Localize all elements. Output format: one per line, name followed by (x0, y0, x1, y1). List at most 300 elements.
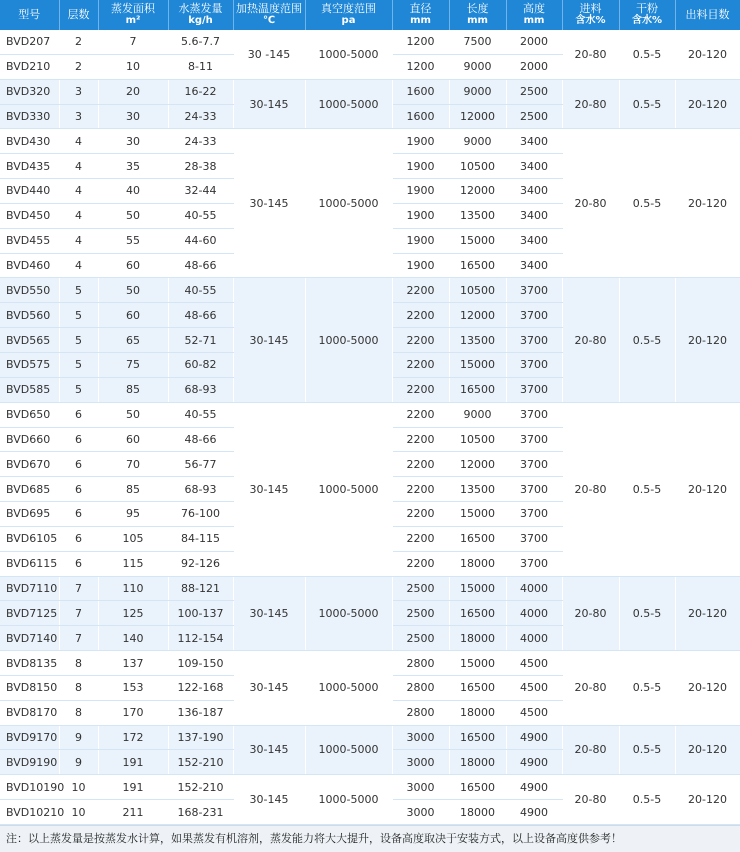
area-cell: 105 (98, 526, 168, 551)
evaporation-cell: 88-121 (168, 576, 233, 601)
model-cell: BVD330 (0, 104, 59, 129)
evaporation-cell: 44-60 (168, 228, 233, 253)
vacuum-cell: 1000-5000 (305, 79, 392, 129)
model-cell: BVD660 (0, 427, 59, 452)
height-cell: 3700 (506, 402, 562, 427)
height-cell: 3700 (506, 377, 562, 402)
length-cell: 16500 (449, 253, 506, 278)
dry-moisture-cell: 0.5-5 (619, 651, 675, 726)
layers-cell: 4 (59, 203, 98, 228)
area-cell: 65 (98, 328, 168, 353)
feed-moisture-cell: 20-80 (562, 775, 619, 825)
mesh-cell: 20-120 (675, 576, 740, 651)
layers-cell: 5 (59, 278, 98, 303)
evaporation-cell: 40-55 (168, 203, 233, 228)
length-cell: 15000 (449, 228, 506, 253)
model-cell: BVD440 (0, 179, 59, 204)
length-cell: 15000 (449, 651, 506, 676)
diameter-cell: 2200 (392, 452, 449, 477)
length-cell: 16500 (449, 675, 506, 700)
diameter-cell: 1600 (392, 104, 449, 129)
column-header-unit: pa (341, 15, 356, 26)
diameter-cell: 3000 (392, 800, 449, 825)
feed-moisture-cell: 20-80 (562, 129, 619, 278)
column-header-unit: 含水% (575, 15, 606, 26)
diameter-cell: 2200 (392, 352, 449, 377)
dry-moisture-cell: 0.5-5 (619, 775, 675, 825)
column-header (392, 0, 449, 30)
layers-cell: 4 (59, 154, 98, 179)
diameter-cell: 2500 (392, 601, 449, 626)
height-cell: 4900 (506, 750, 562, 775)
temperature-cell: 30-145 (233, 651, 305, 726)
mesh-cell: 20-120 (675, 402, 740, 576)
column-header-unit: mm (410, 15, 431, 26)
column-header (506, 0, 562, 30)
layers-cell: 4 (59, 179, 98, 204)
layers-cell: 10 (59, 800, 98, 825)
layers-cell: 9 (59, 750, 98, 775)
diameter-cell: 2500 (392, 576, 449, 601)
evaporation-cell: 122-168 (168, 675, 233, 700)
column-header-unit: kg/h (188, 15, 213, 26)
model-cell: BVD560 (0, 303, 59, 328)
model-cell: BVD6105 (0, 526, 59, 551)
model-cell: BVD650 (0, 402, 59, 427)
evaporation-cell: 84-115 (168, 526, 233, 551)
model-cell: BVD565 (0, 328, 59, 353)
vacuum-cell: 1000-5000 (305, 725, 392, 775)
model-cell: BVD207 (0, 30, 59, 54)
layers-cell: 3 (59, 79, 98, 104)
height-cell: 4500 (506, 700, 562, 725)
length-cell: 12000 (449, 303, 506, 328)
dry-moisture-cell: 0.5-5 (619, 402, 675, 576)
column-header (59, 0, 98, 30)
length-cell: 9000 (449, 402, 506, 427)
area-cell: 191 (98, 775, 168, 800)
diameter-cell: 1900 (392, 253, 449, 278)
height-cell: 3700 (506, 452, 562, 477)
diameter-cell: 1900 (392, 228, 449, 253)
dry-moisture-cell: 0.5-5 (619, 30, 675, 79)
height-cell: 3700 (506, 303, 562, 328)
layers-cell: 4 (59, 228, 98, 253)
height-cell: 4000 (506, 601, 562, 626)
area-cell: 115 (98, 551, 168, 576)
height-cell: 3700 (506, 427, 562, 452)
evaporation-cell: 152-210 (168, 750, 233, 775)
feed-moisture-cell: 20-80 (562, 725, 619, 775)
area-cell: 7 (98, 30, 168, 54)
length-cell: 7500 (449, 30, 506, 54)
diameter-cell: 2200 (392, 502, 449, 527)
column-header-unit: ℃ (262, 15, 276, 26)
column-header (98, 0, 168, 30)
length-cell: 18000 (449, 626, 506, 651)
diameter-cell: 1200 (392, 54, 449, 79)
header-row (0, 0, 740, 30)
table-row (0, 278, 740, 303)
evaporation-cell: 152-210 (168, 775, 233, 800)
layers-cell: 8 (59, 651, 98, 676)
area-cell: 60 (98, 303, 168, 328)
diameter-cell: 3000 (392, 775, 449, 800)
layers-cell: 5 (59, 328, 98, 353)
mesh-cell: 20-120 (675, 651, 740, 726)
model-cell: BVD7110 (0, 576, 59, 601)
area-cell: 35 (98, 154, 168, 179)
temperature-cell: 30-145 (233, 278, 305, 402)
diameter-cell: 1900 (392, 203, 449, 228)
length-cell: 18000 (449, 551, 506, 576)
length-cell: 16500 (449, 377, 506, 402)
layers-cell: 6 (59, 452, 98, 477)
column-header-label: 水蒸发量 (178, 2, 223, 15)
column-header-label: 型号 (18, 8, 41, 21)
temperature-cell: 30-145 (233, 725, 305, 775)
height-cell: 4000 (506, 626, 562, 651)
area-cell: 172 (98, 725, 168, 750)
length-cell: 18000 (449, 800, 506, 825)
area-cell: 153 (98, 675, 168, 700)
area-cell: 20 (98, 79, 168, 104)
length-cell: 12000 (449, 104, 506, 129)
column-header (0, 0, 59, 30)
evaporation-cell: 56-77 (168, 452, 233, 477)
evaporation-cell: 48-66 (168, 427, 233, 452)
length-cell: 16500 (449, 725, 506, 750)
evaporation-cell: 8-11 (168, 54, 233, 79)
column-header-label: 干粉 (636, 2, 658, 15)
evaporation-cell: 109-150 (168, 651, 233, 676)
diameter-cell: 2200 (392, 377, 449, 402)
layers-cell: 6 (59, 427, 98, 452)
area-cell: 211 (98, 800, 168, 825)
evaporation-cell: 48-66 (168, 253, 233, 278)
feed-moisture-cell: 20-80 (562, 576, 619, 651)
layers-cell: 8 (59, 675, 98, 700)
height-cell: 2500 (506, 79, 562, 104)
evaporation-cell: 28-38 (168, 154, 233, 179)
layers-cell: 4 (59, 253, 98, 278)
vacuum-cell: 1000-5000 (305, 651, 392, 726)
height-cell: 3700 (506, 526, 562, 551)
length-cell: 9000 (449, 54, 506, 79)
table-row (0, 725, 740, 750)
evaporation-cell: 112-154 (168, 626, 233, 651)
area-cell: 40 (98, 179, 168, 204)
dry-moisture-cell: 0.5-5 (619, 725, 675, 775)
height-cell: 3700 (506, 502, 562, 527)
table-body (0, 30, 740, 825)
layers-cell: 2 (59, 54, 98, 79)
evaporation-cell: 48-66 (168, 303, 233, 328)
diameter-cell: 2500 (392, 626, 449, 651)
layers-cell: 5 (59, 377, 98, 402)
length-cell: 10500 (449, 427, 506, 452)
area-cell: 30 (98, 129, 168, 154)
column-header (449, 0, 506, 30)
area-cell: 170 (98, 700, 168, 725)
column-header-label: 蒸发面积 (111, 2, 155, 15)
diameter-cell: 2800 (392, 651, 449, 676)
evaporation-cell: 40-55 (168, 402, 233, 427)
height-cell: 4900 (506, 800, 562, 825)
evaporation-cell: 52-71 (168, 328, 233, 353)
height-cell: 4900 (506, 775, 562, 800)
feed-moisture-cell: 20-80 (562, 30, 619, 79)
diameter-cell: 1600 (392, 79, 449, 104)
diameter-cell: 1900 (392, 179, 449, 204)
column-header-label: 高度 (523, 2, 545, 15)
model-cell: BVD430 (0, 129, 59, 154)
vacuum-cell: 1000-5000 (305, 576, 392, 651)
column-header-label: 层数 (67, 8, 90, 21)
height-cell: 2000 (506, 54, 562, 79)
height-cell: 2500 (506, 104, 562, 129)
temperature-cell: 30-145 (233, 576, 305, 651)
diameter-cell: 1900 (392, 129, 449, 154)
layers-cell: 7 (59, 601, 98, 626)
table-row (0, 402, 740, 427)
evaporation-cell: 168-231 (168, 800, 233, 825)
height-cell: 3700 (506, 278, 562, 303)
diameter-cell: 2800 (392, 700, 449, 725)
model-cell: BVD695 (0, 502, 59, 527)
table-row (0, 129, 740, 154)
length-cell: 9000 (449, 129, 506, 154)
vacuum-cell: 1000-5000 (305, 775, 392, 825)
model-cell: BVD8135 (0, 651, 59, 676)
length-cell: 13500 (449, 328, 506, 353)
area-cell: 85 (98, 377, 168, 402)
layers-cell: 3 (59, 104, 98, 129)
evaporation-cell: 92-126 (168, 551, 233, 576)
diameter-cell: 2200 (392, 328, 449, 353)
area-cell: 50 (98, 278, 168, 303)
model-cell: BVD685 (0, 477, 59, 502)
area-cell: 50 (98, 203, 168, 228)
layers-cell: 6 (59, 526, 98, 551)
model-cell: BVD550 (0, 278, 59, 303)
length-cell: 10500 (449, 278, 506, 303)
model-cell: BVD10210 (0, 800, 59, 825)
model-cell: BVD9190 (0, 750, 59, 775)
height-cell: 3400 (506, 203, 562, 228)
height-cell: 3400 (506, 228, 562, 253)
column-header (233, 0, 305, 30)
layers-cell: 4 (59, 129, 98, 154)
column-header-label: 出料目数 (685, 8, 730, 21)
height-cell: 2000 (506, 30, 562, 54)
length-cell: 16500 (449, 601, 506, 626)
height-cell: 3700 (506, 551, 562, 576)
area-cell: 125 (98, 601, 168, 626)
model-cell: BVD670 (0, 452, 59, 477)
height-cell: 3700 (506, 352, 562, 377)
height-cell: 3400 (506, 154, 562, 179)
area-cell: 75 (98, 352, 168, 377)
evaporation-cell: 137-190 (168, 725, 233, 750)
height-cell: 3700 (506, 477, 562, 502)
layers-cell: 5 (59, 303, 98, 328)
diameter-cell: 1200 (392, 30, 449, 54)
column-header-unit: mm (523, 15, 545, 26)
column-header-label: 加热温度范围 (236, 2, 302, 15)
evaporation-cell: 32-44 (168, 179, 233, 204)
layers-cell: 6 (59, 402, 98, 427)
feed-moisture-cell: 20-80 (562, 651, 619, 726)
dry-moisture-cell: 0.5-5 (619, 79, 675, 129)
model-cell: BVD460 (0, 253, 59, 278)
area-cell: 60 (98, 427, 168, 452)
mesh-cell: 20-120 (675, 775, 740, 825)
dry-moisture-cell: 0.5-5 (619, 576, 675, 651)
diameter-cell: 2800 (392, 675, 449, 700)
model-cell: BVD320 (0, 79, 59, 104)
column-header (168, 0, 233, 30)
length-cell: 13500 (449, 203, 506, 228)
model-cell: BVD8170 (0, 700, 59, 725)
model-cell: BVD450 (0, 203, 59, 228)
diameter-cell: 2200 (392, 303, 449, 328)
length-cell: 18000 (449, 750, 506, 775)
mesh-cell: 20-120 (675, 79, 740, 129)
column-header-label: 真空度范围 (321, 2, 376, 15)
evaporation-cell: 68-93 (168, 377, 233, 402)
length-cell: 16500 (449, 775, 506, 800)
dry-moisture-cell: 0.5-5 (619, 278, 675, 402)
diameter-cell: 2200 (392, 278, 449, 303)
temperature-cell: 30-145 (233, 129, 305, 278)
model-cell: BVD10190 (0, 775, 59, 800)
height-cell: 4500 (506, 675, 562, 700)
layers-cell: 7 (59, 626, 98, 651)
evaporation-cell: 40-55 (168, 278, 233, 303)
model-cell: BVD210 (0, 54, 59, 79)
feed-moisture-cell: 20-80 (562, 278, 619, 402)
height-cell: 3400 (506, 253, 562, 278)
area-cell: 137 (98, 651, 168, 676)
mesh-cell: 20-120 (675, 725, 740, 775)
area-cell: 70 (98, 452, 168, 477)
area-cell: 85 (98, 477, 168, 502)
column-header-label: 长度 (466, 2, 489, 15)
height-cell: 3700 (506, 328, 562, 353)
mesh-cell: 20-120 (675, 129, 740, 278)
model-cell: BVD9170 (0, 725, 59, 750)
evaporation-cell: 76-100 (168, 502, 233, 527)
evaporation-cell: 68-93 (168, 477, 233, 502)
table-row (0, 30, 740, 54)
area-cell: 110 (98, 576, 168, 601)
model-cell: BVD575 (0, 352, 59, 377)
length-cell: 12000 (449, 179, 506, 204)
diameter-cell: 1900 (392, 154, 449, 179)
table-row (0, 775, 740, 800)
length-cell: 15000 (449, 576, 506, 601)
evaporation-cell: 60-82 (168, 352, 233, 377)
area-cell: 60 (98, 253, 168, 278)
column-header-unit: 含水% (631, 15, 663, 26)
diameter-cell: 3000 (392, 725, 449, 750)
layers-cell: 8 (59, 700, 98, 725)
length-cell: 9000 (449, 79, 506, 104)
temperature-cell: 30-145 (233, 402, 305, 576)
evaporation-cell: 16-22 (168, 79, 233, 104)
evaporation-cell: 5.6-7.7 (168, 30, 233, 54)
column-header-label: 进料 (579, 2, 602, 15)
evaporation-cell: 24-33 (168, 129, 233, 154)
layers-cell: 7 (59, 576, 98, 601)
feed-moisture-cell: 20-80 (562, 402, 619, 576)
height-cell: 3400 (506, 179, 562, 204)
diameter-cell: 2200 (392, 427, 449, 452)
feed-moisture-cell: 20-80 (562, 79, 619, 129)
dry-moisture-cell: 0.5-5 (619, 129, 675, 278)
diameter-cell: 3000 (392, 750, 449, 775)
model-cell: BVD7125 (0, 601, 59, 626)
evaporation-cell: 136-187 (168, 700, 233, 725)
column-header (562, 0, 619, 30)
length-cell: 12000 (449, 452, 506, 477)
vacuum-cell: 1000-5000 (305, 129, 392, 278)
diameter-cell: 2200 (392, 402, 449, 427)
length-cell: 15000 (449, 352, 506, 377)
temperature-cell: 30 -145 (233, 30, 305, 79)
column-header (619, 0, 675, 30)
model-cell: BVD7140 (0, 626, 59, 651)
diameter-cell: 2200 (392, 526, 449, 551)
vacuum-cell: 1000-5000 (305, 402, 392, 576)
layers-cell: 6 (59, 477, 98, 502)
length-cell: 10500 (449, 154, 506, 179)
column-header-unit: mm (467, 15, 488, 26)
layers-cell: 10 (59, 775, 98, 800)
table-row (0, 79, 740, 104)
layers-cell: 6 (59, 551, 98, 576)
height-cell: 4000 (506, 576, 562, 601)
layers-cell: 5 (59, 352, 98, 377)
diameter-cell: 2200 (392, 477, 449, 502)
length-cell: 13500 (449, 477, 506, 502)
evaporation-cell: 24-33 (168, 104, 233, 129)
height-cell: 4900 (506, 725, 562, 750)
column-header (305, 0, 392, 30)
area-cell: 55 (98, 228, 168, 253)
mesh-cell: 20-120 (675, 278, 740, 402)
area-cell: 191 (98, 750, 168, 775)
vacuum-cell: 1000-5000 (305, 278, 392, 402)
area-cell: 50 (98, 402, 168, 427)
length-cell: 15000 (449, 502, 506, 527)
layers-cell: 9 (59, 725, 98, 750)
model-cell: BVD455 (0, 228, 59, 253)
column-header-unit: m² (125, 15, 141, 26)
height-cell: 3400 (506, 129, 562, 154)
evaporation-cell: 100-137 (168, 601, 233, 626)
layers-cell: 6 (59, 502, 98, 527)
table-row (0, 651, 740, 676)
model-cell: BVD8150 (0, 675, 59, 700)
footnote: 注：以上蒸发量是按蒸发水计算，如果蒸发有机溶剂，蒸发能力将大大提升，设备高度取决于安装方式，以上设备高度供参考！ (0, 825, 740, 852)
model-cell: BVD6115 (0, 551, 59, 576)
area-cell: 95 (98, 502, 168, 527)
area-cell: 30 (98, 104, 168, 129)
model-cell: BVD435 (0, 154, 59, 179)
column-header-label: 直径 (409, 2, 432, 15)
